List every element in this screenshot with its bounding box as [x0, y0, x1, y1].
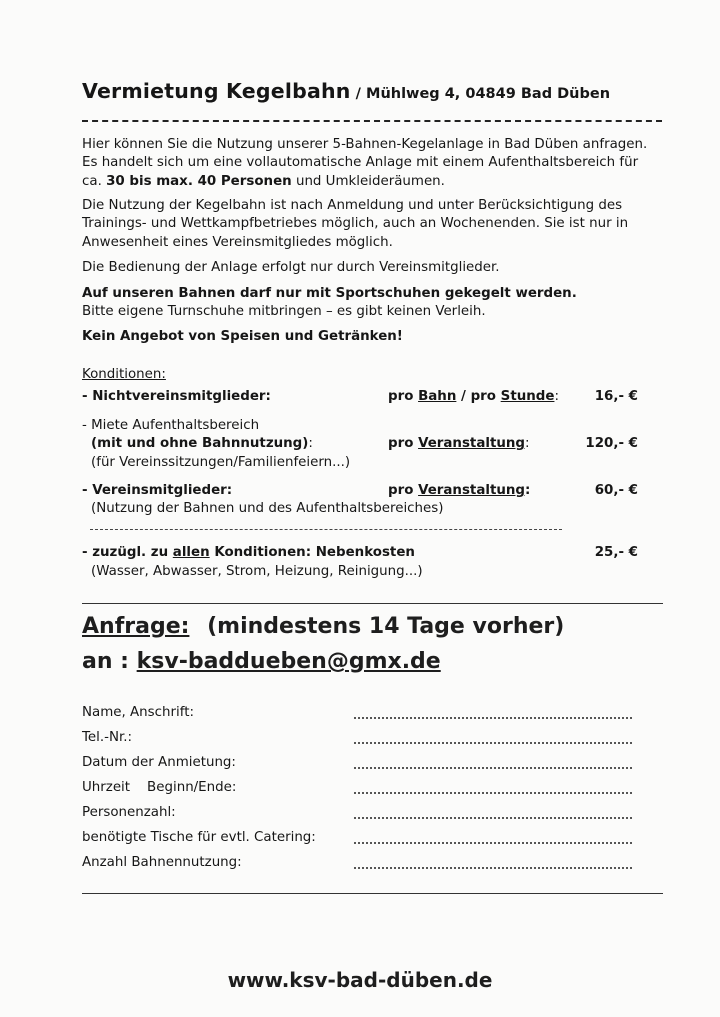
intro-paragraph-2: Die Nutzung der Kegelbahn ist nach Anmeldung und unter Berücksichtigung des Trainings- und Wettkampfbetriebes möglich, auch an Wochenenden. Sie ist nur in Anwesenheit eines Vereinsmitgliedes möglich. — [82, 198, 629, 250]
conditions-divider — [90, 529, 562, 530]
condition-extra-price: 25,- € — [594, 545, 638, 560]
condition-members-price: 60,- € — [594, 483, 638, 498]
room-colon: : — [308, 436, 313, 451]
conditions-heading: Konditionen: — [82, 367, 166, 382]
form-field-lanes-input[interactable] — [354, 867, 632, 869]
form-field-tables-input[interactable] — [354, 842, 632, 844]
page-title: Vermietung Kegelbahn — [82, 79, 351, 103]
form-field-time-label: Uhrzeit Beginn/Ende: — [82, 780, 237, 795]
form-field-lanes-label: Anzahl Bahnennutzung: — [82, 855, 242, 870]
unit-colon: : — [554, 389, 559, 404]
inquiry-label: Anfrage: — [82, 614, 190, 639]
condition-room-sublabel — [91, 435, 313, 453]
section-divider-top — [82, 603, 663, 604]
extra-text: - zuzügl. zu — [82, 545, 169, 560]
condition-room-price: 120,- € — [585, 436, 638, 451]
section-divider-bottom — [82, 893, 663, 894]
form-field-tables-label: benötigte Tische für evtl. Catering: — [82, 830, 316, 845]
form-field-persons-label: Personenzahl: — [82, 805, 176, 820]
condition-nonmembers-price: 16,- € — [594, 389, 638, 404]
address-subtitle: / Mühlweg 4, 04849 Bad Düben — [355, 86, 611, 102]
form-field-name-input[interactable] — [354, 717, 632, 719]
inquiry-note: (mindestens 14 Tage vorher) — [207, 614, 565, 639]
extra-all: allen — [172, 545, 210, 560]
intro-paragraph-1 — [82, 136, 662, 191]
unit-hour: Stunde — [500, 389, 555, 404]
unit-text: pro — [388, 389, 414, 404]
form-field-date-label: Datum der Anmietung: — [82, 755, 236, 770]
inquiry-to: an : — [82, 649, 129, 674]
condition-room-unit — [388, 435, 530, 453]
form-field-date-input[interactable] — [354, 767, 632, 769]
unit-text: pro — [388, 436, 414, 451]
form-field-name-label: Name, Anschrift: — [82, 705, 194, 720]
header-divider — [82, 120, 662, 122]
intro-text-end: und Umkleideräumen. — [295, 173, 445, 189]
unit-colon: : — [525, 483, 531, 498]
room-usage-text: (mit und ohne Bahnnutzung) — [91, 436, 309, 451]
condition-room-label: - Miete Aufenthaltsbereich — [82, 418, 260, 433]
unit-colon: : — [525, 436, 530, 451]
shoes-note: Bitte eigene Turnschuhe mitbringen – es gibt keinen Verleih. — [82, 304, 486, 320]
condition-members-label: - Vereinsmitglieder: — [82, 483, 233, 498]
intro-paragraph-4 — [82, 285, 662, 322]
condition-members-note: (Nutzung der Bahnen und des Aufenthaltsbereiches) — [91, 501, 444, 516]
intro-text: Hier können Sie die Nutzung unserer 5-Bahnen-Kegelanlage in Bad Düben anfragen. Es handelt sich um eine vollautomatische Anlage mit einem Aufenthaltsbereich für ca. — [82, 137, 648, 189]
form-field-persons-input[interactable] — [354, 817, 632, 819]
condition-members-unit — [388, 482, 530, 500]
website-link[interactable]: www.ksv-bad-düben.de — [227, 968, 493, 992]
inquiry-heading — [82, 614, 564, 639]
form-field-phone-input[interactable] — [354, 742, 632, 744]
unit-sep: / pro — [461, 389, 496, 404]
extra-text-end: Konditionen: Nebenkosten — [214, 545, 415, 560]
no-food-notice: Kein Angebot von Speisen und Getränken! — [82, 329, 403, 344]
unit-event: Veranstaltung — [418, 483, 525, 498]
condition-room-note: (für Vereinssitzungen/Familienfeiern...) — [91, 455, 351, 470]
form-field-time-input[interactable] — [354, 792, 632, 794]
unit-text: pro — [388, 483, 414, 498]
condition-extra-note: (Wasser, Abwasser, Strom, Heizung, Reinigung...) — [91, 564, 423, 579]
intro-paragraph-3: Die Bedienung der Anlage erfolgt nur durch Vereinsmitglieder. — [82, 260, 500, 275]
condition-nonmembers-label: - Nichtvereinsmitglieder: — [82, 389, 271, 404]
condition-nonmembers-unit — [388, 388, 559, 406]
header — [82, 79, 610, 103]
unit-lane: Bahn — [418, 389, 457, 404]
capacity-text: 30 bis max. 40 Personen — [106, 173, 292, 189]
inquiry-email-row — [82, 649, 441, 674]
condition-extra-label — [82, 544, 415, 562]
sports-shoes-rule: Auf unseren Bahnen darf nur mit Sportschuhen gekegelt werden. — [82, 286, 577, 301]
email-link[interactable]: ksv-baddueben@gmx.de — [136, 649, 441, 674]
unit-event: Veranstaltung — [418, 436, 525, 451]
form-field-phone-label: Tel.-Nr.: — [82, 730, 133, 745]
